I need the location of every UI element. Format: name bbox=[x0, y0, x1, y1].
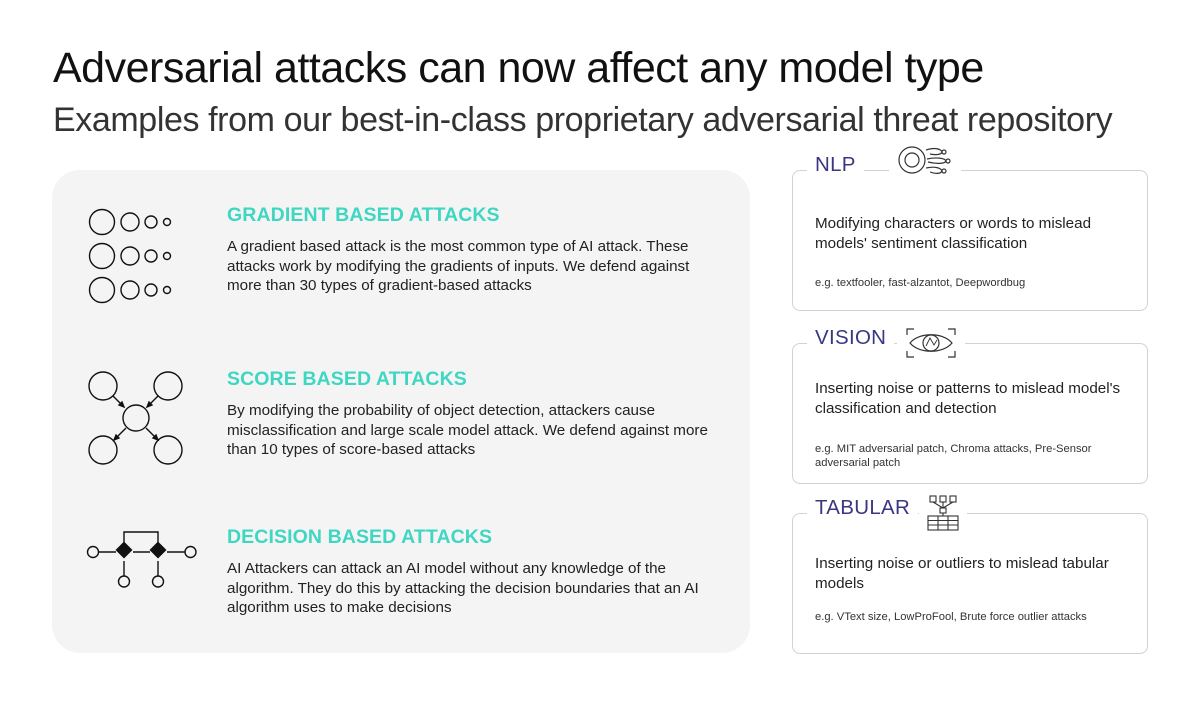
card-examples: e.g. MIT adversarial patch, Chroma attacks, Pre-Sensor adversarial patch bbox=[815, 443, 1092, 469]
attack-heading: SCORE BASED ATTACKS bbox=[227, 368, 467, 390]
card-description: Inserting noise or outliers to mislead tabular models bbox=[815, 555, 1109, 592]
network-node-icon bbox=[86, 368, 186, 473]
attack-description: By modifying the probability of object detection, attackers cause misclassification and large scale model attack. We defend against more than 10 types of score-based attacks bbox=[227, 402, 708, 458]
card-label: VISION bbox=[807, 326, 894, 350]
card-description: Modifying characters or words to mislead models' sentiment classification bbox=[815, 215, 1092, 252]
attack-description: A gradient based attack is the most common type of AI attack. These attacks work by modifying the gradients of inputs. We defend against more than 30 types of gradient-based attacks bbox=[227, 238, 690, 294]
attack-heading: DECISION BASED ATTACKS bbox=[227, 526, 493, 548]
circles-grid-icon bbox=[86, 206, 176, 311]
attack-heading: GRADIENT BASED ATTACKS bbox=[227, 204, 500, 226]
card-description: Inserting noise or patterns to mislead model's classification and detection bbox=[815, 380, 1121, 417]
decision-flow-icon bbox=[86, 526, 198, 595]
attack-description: AI Attackers can attack an AI model without any knowledge of the algorithm. They do this by attacking the decision boundaries that an AI algorithm uses to make decisions bbox=[227, 560, 699, 616]
table-network-icon bbox=[919, 494, 967, 537]
page-title: Adversarial attacks can now affect any model type bbox=[53, 44, 984, 92]
model-card-vision bbox=[792, 326, 1148, 484]
attack-types-panel bbox=[52, 170, 750, 653]
page-subtitle: Examples from our best-in-class proprietary adversarial threat repository bbox=[53, 101, 1113, 139]
card-label: NLP bbox=[807, 153, 864, 177]
eye-scan-icon bbox=[897, 326, 965, 365]
model-card-nlp bbox=[792, 153, 1148, 311]
speech-head-icon bbox=[889, 141, 961, 184]
card-examples: e.g. VText size, LowProFool, Brute force outlier attacks bbox=[815, 611, 1087, 623]
model-card-tabular bbox=[792, 496, 1148, 654]
card-label: TABULAR bbox=[807, 496, 918, 520]
card-examples: e.g. textfooler, fast-alzantot, Deepwordbug bbox=[815, 277, 1026, 289]
